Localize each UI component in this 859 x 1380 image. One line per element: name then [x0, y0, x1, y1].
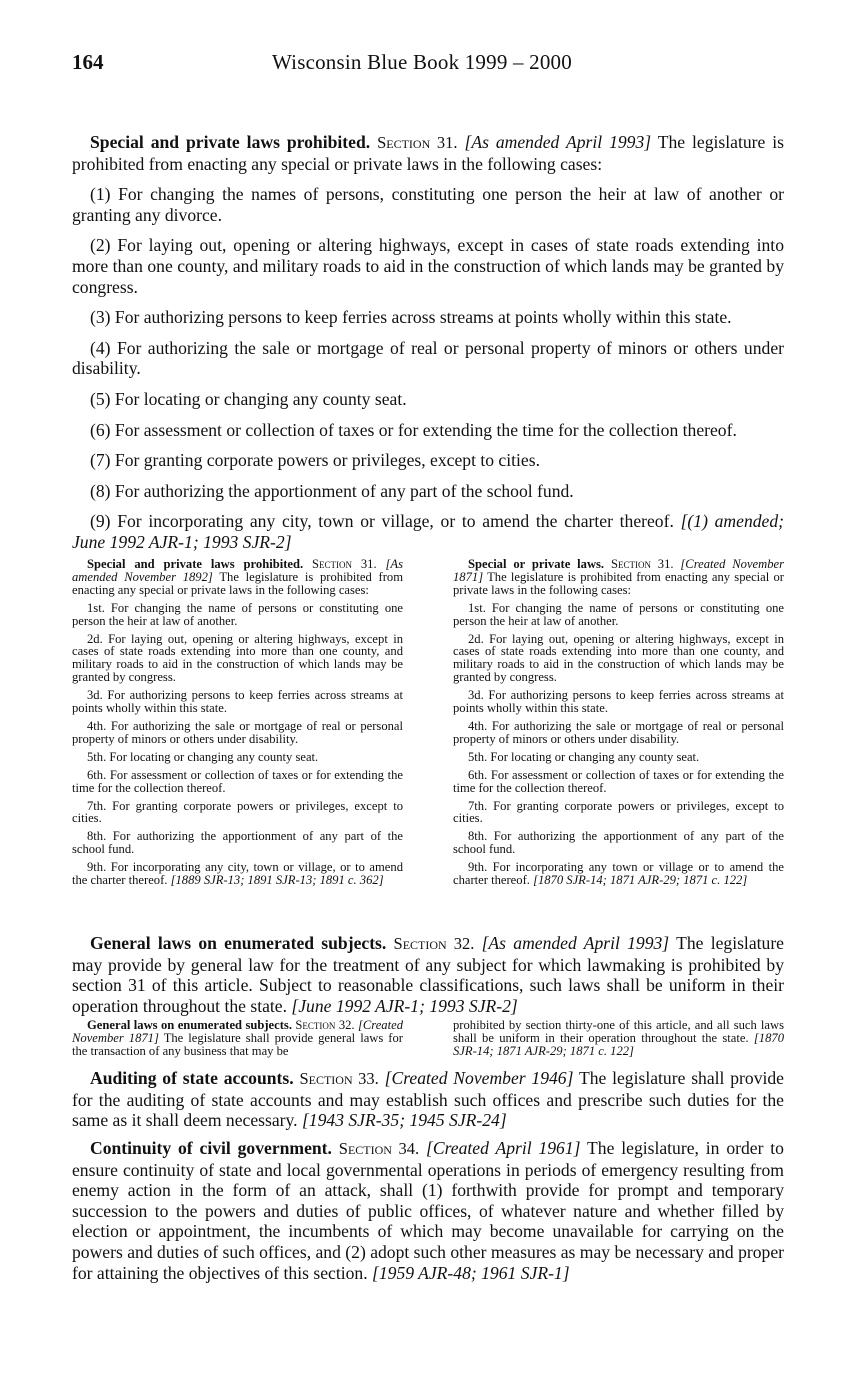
historical-1871-item-3: 3d. For authorizing persons to keep ferries across streams at points wholly within this state.	[453, 688, 784, 716]
historical-1892-item-4: 4th. For authorizing the sale or mortgage of real or personal property of minors or others under disability.	[72, 718, 403, 746]
section-32-1871-right	[453, 1019, 784, 1058]
section-31-item-5: (5) For locating or changing any county seat.	[90, 388, 407, 409]
running-head: Wisconsin Blue Book 1999 – 2000	[272, 50, 572, 74]
historical-1892-item-6: 6th. For assessment or collection of taxes or for extending the time for the collection thereof.	[72, 767, 403, 795]
section-33-number: Section 33.	[299, 1069, 379, 1088]
section-33-history: [Created November 1946]	[384, 1068, 574, 1088]
section-32-text	[72, 933, 784, 1016]
historical-1892-item-5: 5th. For locating or changing any county seat.	[87, 749, 319, 764]
section-33-text	[72, 1068, 784, 1131]
section-32-body: The legislature may provide by general law for the treatment of any subject for which lawmaking is prohibited by section 31 of this article. Subject to reasonable classifications, such laws shall be uniform in their operation throughout the state.	[72, 933, 784, 1016]
section-32-1871-heading: General laws on enumerated subjects.	[87, 1018, 292, 1032]
section-31-item-2: (2) For laying out, opening or altering highways, except in cases of state roads extending into more than one county, and military roads to aid in the construction of which lands may be granted by congress.	[72, 235, 784, 297]
historical-1871-item-9	[453, 861, 784, 887]
section-32-1871-left-text	[72, 1019, 403, 1058]
section-32-1871-right-text	[453, 1019, 784, 1058]
historical-1871-item-8: 8th. For authorizing the apportionment of any part of the school fund.	[453, 829, 784, 857]
historical-1892-item-3: 3d. For authorizing persons to keep ferries across streams at points wholly within this state.	[72, 688, 403, 716]
historical-1871-heading: Special or private laws.	[468, 557, 605, 571]
section-32-number: Section 32.	[393, 934, 475, 953]
column-right-1871	[453, 558, 784, 892]
historical-1871-item-1: 1st. For changing the name of persons or constituting one person the heir at law of another.	[453, 600, 784, 628]
historical-1892-intro	[72, 558, 403, 597]
historical-1892-item-9	[72, 861, 403, 887]
section-33-body: The legislature shall provide for the auditing of state accounts and may establish such offices and prescribe such duties for the same as it shall deem necessary.	[72, 1068, 784, 1131]
section-32-1871-left	[72, 1019, 403, 1058]
section-31-item-6: (6) For assessment or collection of taxes or for extending the time for the collection thereof.	[90, 419, 737, 440]
section-31-item-7: (7) For granting corporate powers or privileges, except to cities.	[90, 450, 540, 471]
section-31-heading: Special and private laws prohibited.	[90, 132, 371, 152]
section-31-item-9-note: [(1) amended; June 1992 AJR-1; 1993 SJR-2]	[72, 511, 784, 552]
section-31-history-columns	[72, 558, 784, 892]
historical-1892-intro-text: The legislature is prohibited from enacting any special or private laws in the following cases:	[72, 569, 403, 597]
historical-1892-item-9-text: 9th. For incorporating any city, town or village, or to amend the charter thereof.	[72, 860, 403, 888]
historical-1871-intro	[453, 558, 784, 597]
section-31-number: Section 31.	[377, 133, 458, 152]
section-34-body: The legislature, in order to ensure continuity of state and local governmental operations in periods of emergency resulting from enemy action in the form of an attack, shall (1) forthwith provide for prompt and temporary succession to the powers and duties of public offices, of whatever nature and whether filled by election or appointment, the incumbents of which may become unavailable for carrying on the powers and duties of such offices, and (2) adopt such other measures as may be necessary and proper for attaining the objectives of this section.	[72, 1138, 784, 1283]
historical-1892-item-9-note: [1889 SJR-13; 1891 SJR-13; 1891 c. 362]	[170, 873, 384, 888]
section-32-1871-note: [1870 SJR-14; 1871 AJR-29; 1871 c. 122]	[453, 1030, 784, 1058]
historical-1892-number: Section 31.	[312, 557, 377, 571]
section-31-item-1: (1) For changing the names of persons, constituting one person the heir at law of another or granting any divorce.	[72, 184, 784, 225]
historical-1871-number: Section 31.	[610, 557, 674, 571]
section-34-note: [1959 AJR-48; 1961 SJR-1]	[372, 1262, 570, 1283]
section-33-note: [1943 SJR-35; 1945 SJR-24]	[301, 1110, 507, 1131]
section-34	[72, 1138, 784, 1283]
section-32-1871-history: [Created November 1871]	[72, 1018, 403, 1045]
section-31-item-3: (3) For authorizing persons to keep ferries across streams at points wholly within this state.	[90, 307, 732, 328]
section-34-text	[72, 1138, 784, 1283]
historical-1871-item-9-text: 9th. For incorporating any town or village or to amend the charter thereof.	[453, 860, 784, 888]
column-left-1892	[72, 558, 403, 892]
section-31	[72, 132, 784, 553]
section-32-1871-body-right: prohibited by section thirty-one of this article, and all such laws shall be uniform in their operation throughout the state.	[453, 1018, 784, 1045]
section-32-1871-number: Section 32.	[295, 1018, 355, 1032]
historical-1871-item-6: 6th. For assessment or collection of taxes or for extending the time for the collection thereof.	[453, 767, 784, 795]
section-32-1871-body-left: The legislature shall provide general laws for the transaction of any business that may be	[72, 1030, 403, 1058]
historical-1892-heading: Special and private laws prohibited.	[87, 557, 304, 571]
section-31-item-8: (8) For authorizing the apportionment of any part of the school fund.	[90, 480, 574, 501]
section-31-history: [As amended April 1993]	[464, 132, 652, 152]
section-31-intro	[72, 132, 784, 174]
section-31-intro-text: The legislature is prohibited from enacting any special or private laws in the following cases:	[72, 132, 784, 174]
section-31-item-4: (4) For authorizing the sale or mortgage of real or personal property of minors or others under disability.	[72, 337, 784, 379]
historical-1892-item-8: 8th. For authorizing the apportionment of any part of the school fund.	[72, 829, 403, 857]
historical-1892-item-7: 7th. For granting corporate powers or privileges, except to cities.	[72, 798, 403, 826]
section-32-heading: General laws on enumerated subjects.	[90, 933, 387, 953]
historical-1871-item-7: 7th. For granting corporate powers or privileges, except to cities.	[453, 798, 784, 826]
section-32-history: [As amended April 1993]	[481, 933, 670, 953]
historical-1871-intro-text: The legislature is prohibited from enacting any special or private laws in the following cases:	[453, 569, 784, 597]
historical-1871-item-2: 2d. For laying out, opening or altering highways, except in cases of state roads extending into more than one county, and military roads to aid in the construction of which lands may be granted by congress.	[453, 631, 784, 685]
historical-1871-item-9-note: [1870 SJR-14; 1871 AJR-29; 1871 c. 122]	[533, 873, 748, 888]
historical-1892-item-2: 2d. For laying out, opening or altering highways, except in cases of state roads extending into more than one county, and military roads to aid in the construction of which lands may be granted by congress.	[72, 631, 403, 685]
section-32	[72, 933, 784, 1016]
page-header	[72, 50, 787, 78]
section-34-number: Section 34.	[338, 1139, 420, 1158]
section-33-heading: Auditing of state accounts.	[90, 1068, 294, 1088]
section-31-item-9	[72, 511, 784, 552]
section-32-note: [June 1992 AJR-1; 1993 SJR-2]	[291, 995, 518, 1016]
page-number: 164	[72, 50, 104, 74]
section-31-item-9-text: (9) For incorporating any city, town or village, or to amend the charter thereof.	[90, 511, 681, 532]
historical-1871-item-5: 5th. For locating or changing any county seat.	[468, 749, 700, 764]
historical-1892-item-1: 1st. For changing the name of persons or constituting one person the heir at law of another.	[72, 600, 403, 628]
section-32-history-columns	[72, 1019, 784, 1058]
historical-1871-item-4: 4th. For authorizing the sale or mortgage of real or personal property of minors or others under disability.	[453, 718, 784, 746]
section-34-history: [Created April 1961]	[426, 1138, 581, 1158]
historical-1871-history: [Created November 1871]	[453, 557, 785, 584]
section-33	[72, 1068, 784, 1131]
historical-1892-history: [As amended November 1892]	[72, 557, 404, 584]
section-34-heading: Continuity of civil government.	[90, 1138, 332, 1158]
